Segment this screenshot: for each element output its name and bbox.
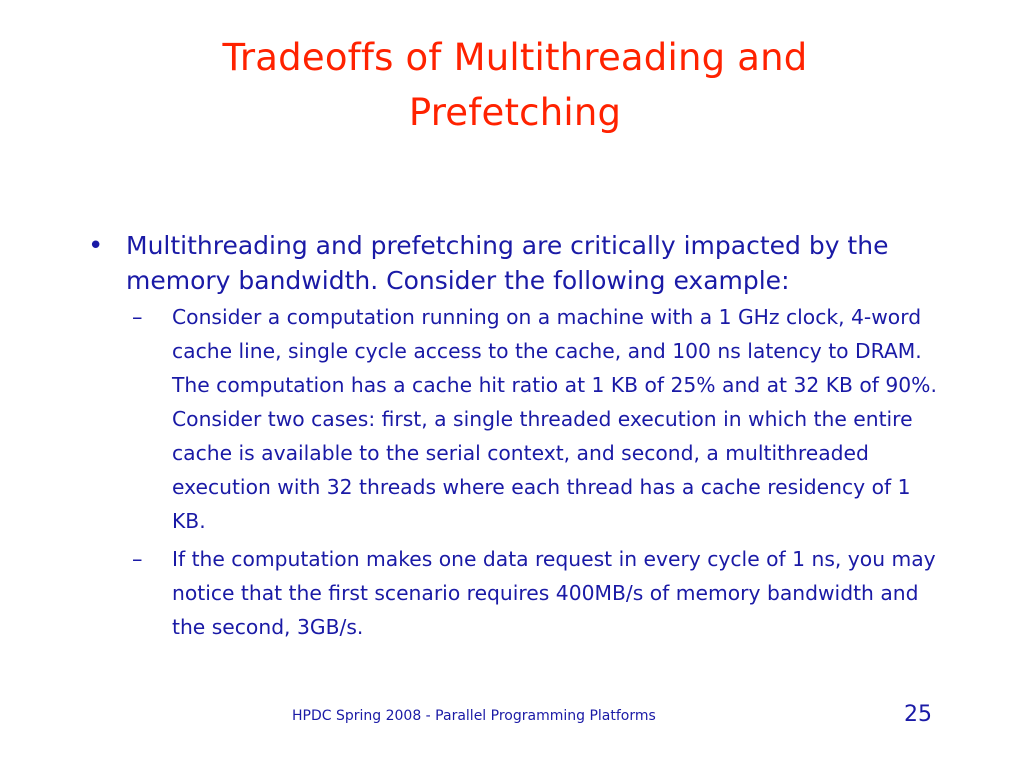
sub-bullet-item-2: [132, 542, 960, 644]
sub-bullet-marker: –: [132, 547, 143, 571]
slide-body: [80, 229, 960, 644]
slide-title: [120, 30, 910, 140]
sub-bullet-item-1: [132, 300, 960, 538]
slide-number: 25: [904, 702, 932, 727]
sub-bullet-text-2: If the computation makes one data request in every cycle of 1 ns, you may notice that the first scenario requires 400MB/s of memory bandwidth and the second, 3GB/s.: [172, 547, 936, 639]
slide-title-line-1: Tradeoffs of Multithreading and: [222, 36, 808, 79]
slide-title-line-2: Prefetching: [408, 91, 622, 134]
bullet-text: Multithreading and prefetching are critically impacted by the memory bandwidth. Consider the following example:: [126, 231, 889, 295]
slide-footer: HPDC Spring 2008 - Parallel Programming Platforms: [292, 708, 656, 724]
sub-bullet-text-1: Consider a computation running on a machine with a 1 GHz clock, 4-word cache line, single cycle access to the cache, and 100 ns latency to DRAM. The computation has a cache hit ratio at 1 KB of 25% and at 32 KB of 90%. Consider two cases: first, a single threaded execution in which the entire cache is available to the serial context, and second, a multithreaded execution with 32 threads where each thread has a cache residency of 1 KB.: [172, 305, 937, 533]
sub-bullet-marker: –: [132, 305, 143, 329]
bullet-item: [80, 229, 960, 298]
bullet-marker: •: [88, 231, 104, 261]
